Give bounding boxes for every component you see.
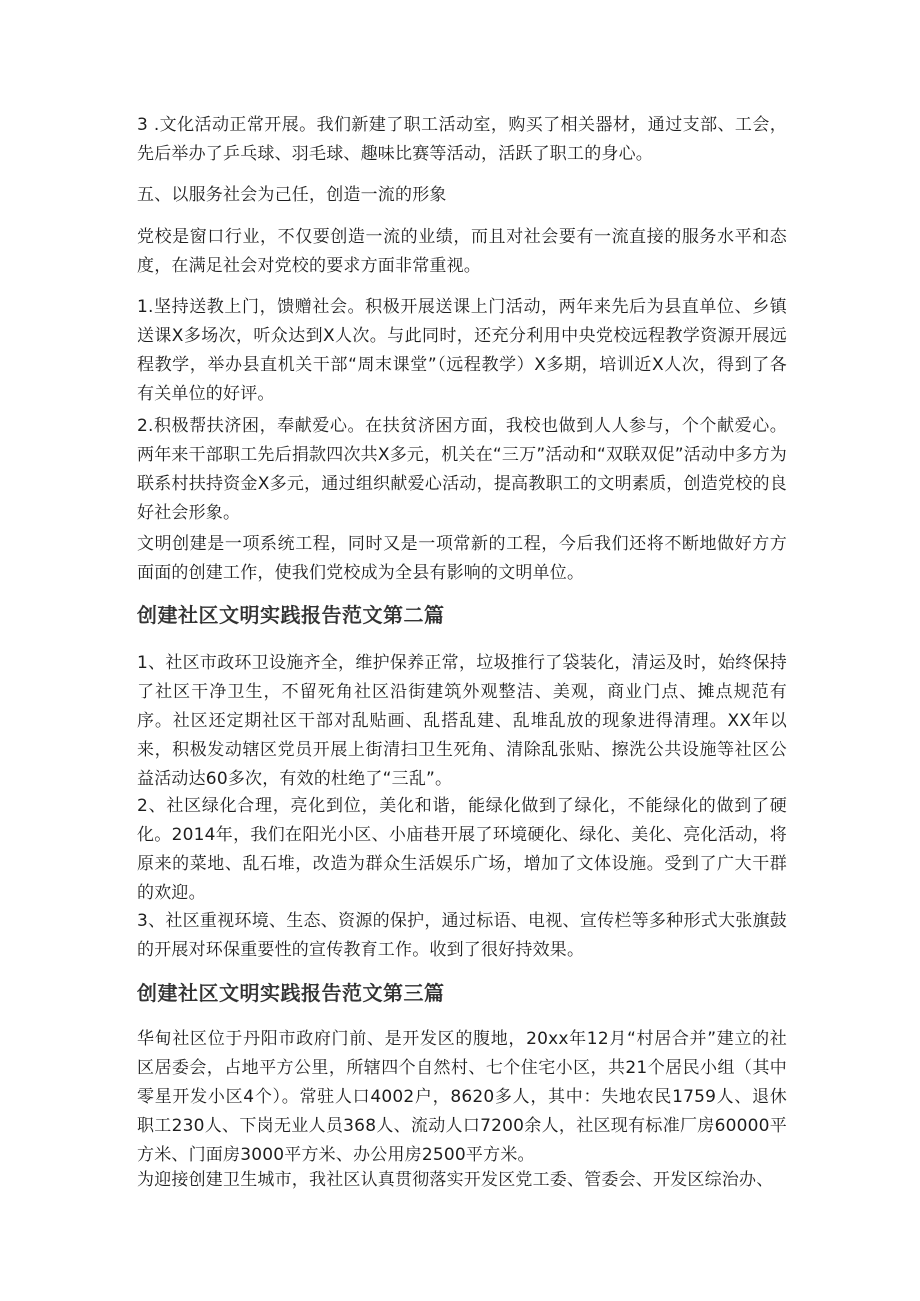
heading-third-article: 创建社区文明实践报告范文第三篇 <box>137 981 445 1005</box>
paragraph-party-school-service: 党校是窗口行业，不仅要创造一流的业绩，而且对社会要有一流直接的服务水平和态度，在满足社会对党校的要求方面非常重视。 <box>137 227 787 276</box>
paragraph-culture-activities: 3 .文化活动正常开展。我们新建了职工活动室，购买了相关器材，通过支部、工会，先后举办了乒乓球、羽毛球、趣味比赛等活动，活跃了职工的身心。 <box>137 115 787 164</box>
paragraph-environment-protection: 3、社区重视环境、生态、资源的保护，通过标语、电视、宣传栏等多种形式大张旗鼓的开展对环保重要性的宣传教育工作。收到了很好持效果。 <box>137 911 787 960</box>
heading-second-article: 创建社区文明实践报告范文第二篇 <box>137 603 445 627</box>
section-five-title: 五、以服务社会为己任，创造一流的形象 <box>137 185 447 205</box>
paragraph-municipal-facilities: 1、社区市政环卫设施齐全，维护保养正常，垃圾推行了袋装化，清运及时，始终保持了社区干净卫生，不留死角社区沿街建筑外观整洁、美观，商业门点、摊点规范有序。社区还定期社区干部对乱贴画、乱搭乱建、乱堆乱放的现象进得清理。XX年以来，积极发动辖区党员开展上街清扫卫生死角、清除乱张贴、擦洗公共设施等社区公益活动达60多次，有效的杜绝了“三乱”。 <box>137 653 787 789</box>
paragraph-teaching-outreach: 1.坚持送教上门，馈赠社会。积极开展送课上门活动，两年来先后为县直单位、乡镇送课X多场次，听众达到X人次。与此同时，还充分利用中央党校远程教学资源开展远程教学，举办县直机关干部“周末课堂”（远程教学）X多期，培训近X人次，得到了各有关单位的好评。 <box>137 297 787 404</box>
paragraph-greening: 2、社区绿化合理，亮化到位，美化和谐，能绿化做到了绿化，不能绿化的做到了硬化。2014年，我们在阳光小区、小庙巷开展了环境硬化、绿化、美化、亮化活动，将原来的菜地、乱石堆，改造为群众生活娱乐广场，增加了文体设施。受到了广大干群的欢迎。 <box>137 796 787 903</box>
paragraph-poverty-relief: 2.积极帮扶济困，奉献爱心。在扶贫济困方面，我校也做到人人参与，个个献爱心。两年来干部职工先后捐款四次共X多元，机关在“三万”活动和“双联双促”活动中多方为联系村扶持资金X多元，通过组织献爱心活动，提高教职工的文明素质，创造党校的良好社会形象。 <box>137 416 787 523</box>
paragraph-hygiene-city: 为迎接创建卫生城市，我社区认真贯彻落实开发区党工委、管委会、开发区综治办、 <box>137 1170 774 1190</box>
paragraph-huadian-community: 华甸社区位于丹阳市政府门前、是开发区的腹地，20xx年12月“村居合并”建立的社区居委会，占地平方公里，所辖四个自然村、七个住宅小区，共21个居民小组（其中零星开发小区4个）。常驻人口4002户，8620多人，其中：失地农民1759人、退休职工230人、下岗无业人员368人、流动人口7200余人，社区现有标准厂房60000平方米、门面房3000平方米、办公用房2500平方米。 <box>137 1029 787 1165</box>
paragraph-civilization-summary: 文明创建是一项系统工程，同时又是一项常新的工程，今后我们还将不断地做好方方面面的创建工作，使我们党校成为全县有影响的文明单位。 <box>137 534 787 583</box>
